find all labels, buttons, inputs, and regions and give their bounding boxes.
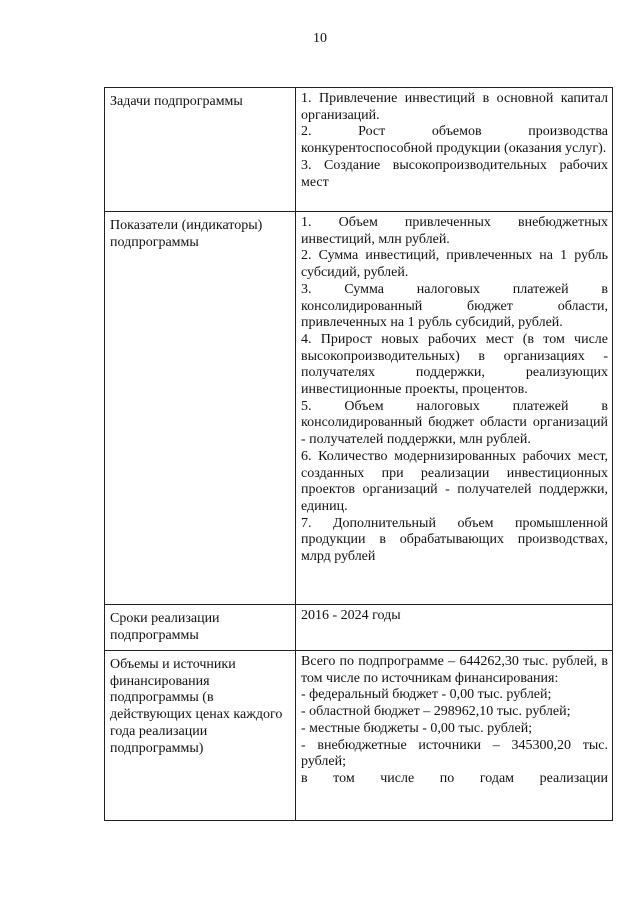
row-label-tasks: Задачи подпрограммы: [105, 88, 296, 212]
table-row-funding: [105, 651, 613, 821]
list-item: 3. Создание высокопроизводительных рабочих мест: [301, 157, 608, 190]
page-number: 10: [313, 31, 327, 46]
row-value-funding: [296, 651, 613, 821]
list-item: 4. Прирост новых рабочих мест (в том числе высокопроизводительных) в организациях - получателях поддержки, реализующих инвестиционные проекты, процентов.: [301, 331, 608, 398]
row-value-timeline: [296, 605, 613, 651]
list-item: 2. Сумма инвестиций, привлеченных на 1 рубль субсидий, рублей.: [301, 248, 608, 281]
row-label-funding: Объемы и источники финансирования подпрограммы (в действующих ценах каждого года реализации подпрограммы): [105, 651, 296, 821]
list-item: 6. Количество модернизированных рабочих мест, созданных при реализации инвестиционных проектов организаций - получателей поддержки, единиц.: [301, 448, 608, 514]
list-item: 7. Дополнительный объем промышленной продукции в обрабатывающих производствах, млрд рублей: [301, 515, 608, 565]
table-row-tasks: [105, 88, 613, 212]
list-item: 1. Объем привлеченных внебюджетных инвестиций, млн рублей.: [301, 215, 608, 247]
list-item: - областной бюджет – 298962,10 тыс. рублей;: [301, 704, 571, 720]
list-item: - федеральный бюджет - 0,00 тыс. рублей;: [301, 687, 552, 703]
list-item: в том числе по годам реализации: [301, 770, 608, 786]
list-item: 2. Рост объемов производства конкурентоспособной продукции (оказания услуг).: [301, 124, 608, 157]
list-item: 3. Сумма налоговых платежей в консолидированный бюджет области, привлеченных на 1 рубль субсидий, рублей.: [301, 281, 608, 331]
row-value-tasks: [296, 88, 613, 212]
list-item: 1. Привлечение инвестиций в основной капитал организаций.: [301, 91, 608, 123]
list-item: - внебюджетные источники – 345300,20 тыс. рублей;: [301, 737, 608, 770]
list-item: - местные бюджеты - 0,00 тыс. рублей;: [301, 720, 533, 736]
list-item: 2016 - 2024 годы: [301, 608, 401, 623]
table-row-timeline: [105, 605, 613, 651]
row-label-timeline: Сроки реализации подпрограммы: [105, 605, 296, 651]
list-item: 5. Объем налоговых платежей в консолидированный бюджет области организаций - получателей поддержки, млн рублей.: [301, 398, 608, 448]
list-item: Всего по подпрограмме – 644262,30 тыс. рублей, в том числе по источникам финансирования:: [301, 654, 608, 686]
row-label-indicators: Показатели (индикаторы) подпрограммы: [105, 212, 296, 605]
row-value-indicators: [296, 212, 613, 605]
table-row-indicators: [105, 212, 613, 605]
subprogram-passport-table: [104, 87, 613, 821]
